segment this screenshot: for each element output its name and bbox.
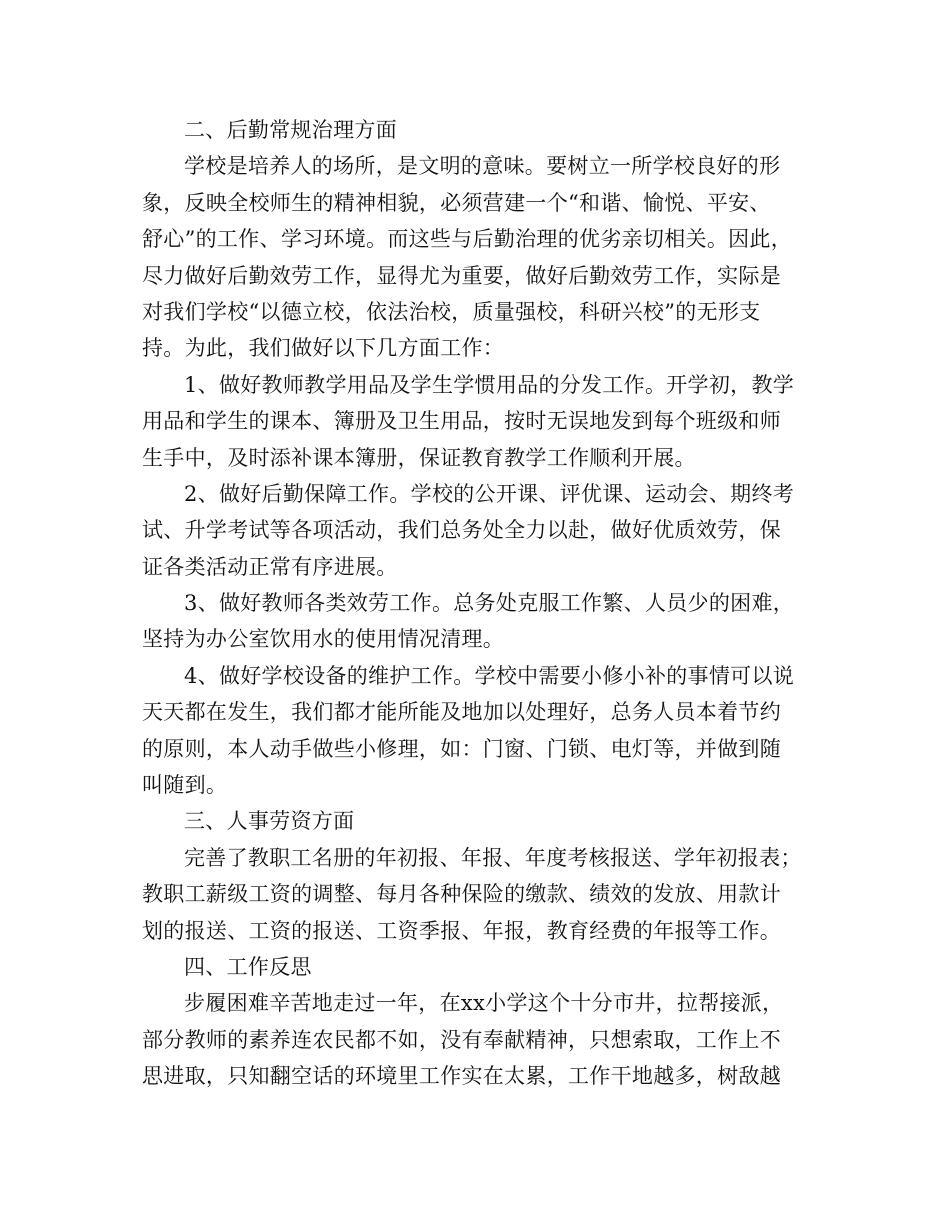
text-line: 对我们学校“以德立校，依法治校，质量强校，科研兴校”的无形支 — [142, 299, 761, 324]
text-line: 完善了教职工名册的年初报、年报、年度考核报送、学年初报表； — [184, 845, 802, 870]
text-line: 叫随到。 — [142, 773, 228, 798]
text-line: 用品和学生的课本、簿册及卫生用品，按时无误地发到每个班级和师 — [142, 409, 781, 434]
text-line: 划的报送、工资的报送、工资季报、年报，教育经费的年报等工作。 — [142, 918, 781, 943]
text-line: 象，反映全校师生的精神相貌，必须营建一个“和谐、愉悦、平安、 — [142, 190, 771, 215]
text-line: 舒心”的工作、学习环境。而这些与后勤治理的优劣亲切相关。因此， — [142, 227, 793, 252]
text-line: 4、做好学校设备的维护工作。学校中需要小修小补的事情可以说 — [184, 663, 795, 688]
text-line: 试、升学考试等各项活动，我们总务处全力以赴，做好优质效劳，保 — [142, 518, 781, 543]
text-line: 尽力做好后勤效劳工作，显得尤为重要，做好后勤效劳工作，实际是 — [142, 263, 781, 288]
text-line: 四、工作反思 — [184, 954, 312, 979]
text-line: 三、人事劳资方面 — [184, 809, 355, 834]
text-line: 的原则，本人动手做些小修理，如：门窗、门锁、电灯等，并做到随 — [142, 736, 781, 761]
text-line: 天天都在发生，我们都才能所能及地加以处理好，总务人员本着节约 — [142, 700, 781, 725]
text-line: 2、做好后勤保障工作。学校的公开课、评优课、运动会、期终考 — [184, 481, 795, 506]
text-line: 1、做好教师教学用品及学生学惯用品的分发工作。开学初，教学 — [184, 372, 795, 397]
text-line: 学校是培养人的场所，是文明的意味。要树立一所学校良好的形 — [184, 154, 781, 179]
text-line: 3、做好教师各类效劳工作。总务处克服工作繁、人员少的困难， — [184, 591, 795, 616]
text-line: 生手中，及时添补课本簿册，保证教育教学工作顺利开展。 — [142, 445, 696, 470]
text-line: 步履困难辛苦地走过一年，在xx小学这个十分市井，拉帮接派， — [184, 991, 784, 1016]
text-line: 证各类活动正常有序进展。 — [142, 554, 398, 579]
text-line: 思进取，只知翻空话的环境里工作实在太累，工作干地越多，树敌越 — [142, 1064, 781, 1089]
text-line: 教职工薪级工资的调整、每月各种保险的缴款、绩效的发放、用款计 — [142, 882, 781, 907]
document-body — [142, 112, 822, 1095]
text-line: 坚持为办公室饮用水的使用情况清理。 — [142, 627, 505, 652]
text-line: 二、后勤常规治理方面 — [184, 118, 397, 142]
text-line: 部分教师的素养连农民都不如，没有奉献精神，只想索取，工作上不 — [142, 1027, 781, 1052]
text-line: 持。为此，我们做好以下几方面工作： — [142, 336, 505, 361]
